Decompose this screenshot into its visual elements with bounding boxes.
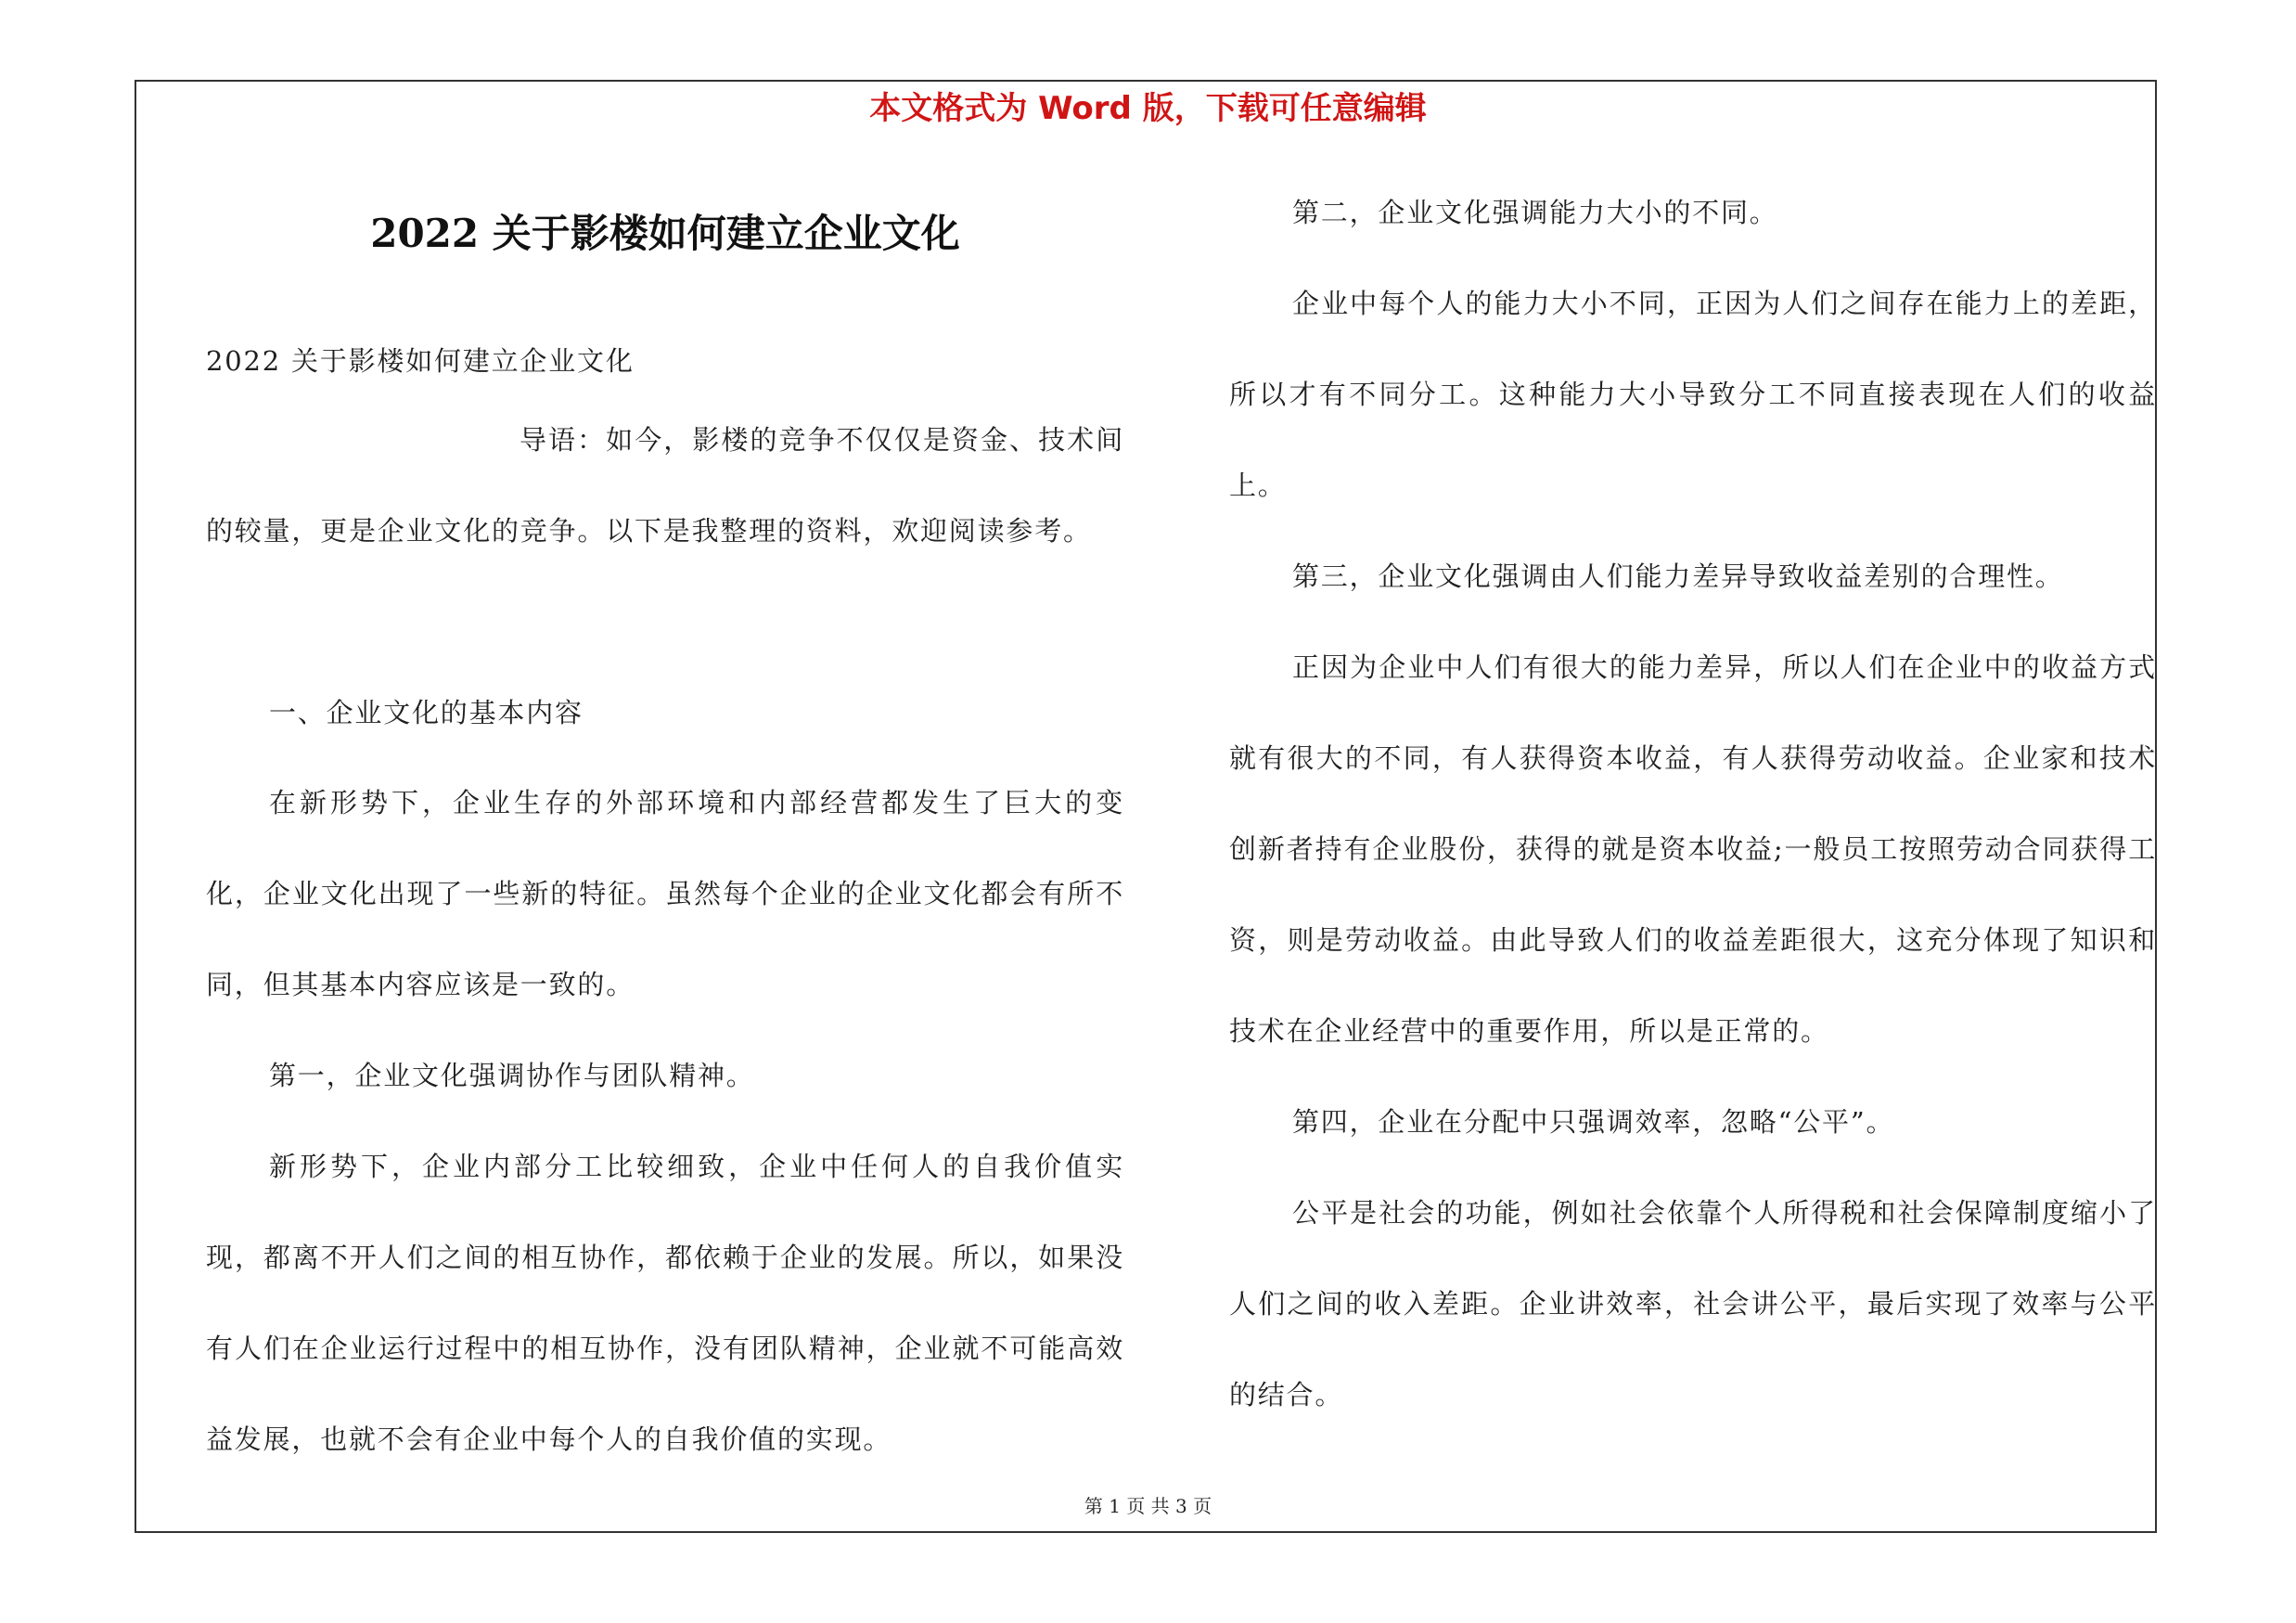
format-banner: 本文格式为 Word 版，下载可任意编辑 <box>869 90 1427 127</box>
point-four-paragraph: 公平是社会的功能，例如社会依靠个人所得税和社会保障制度缩小了人们之间的收入差距。企业讲效率，社会讲公平，最后实现了效率与公平的结合。 <box>1229 1197 2157 1410</box>
point-one-paragraph: 新形势下，企业内部分工比较细致，企业中任何人的自我价值实现，都离不开人们之间的相互协作，都依赖于企业的发展。所以，如果没有人们在企业运行过程中的相互协作，没有团队精神，企业就不可能高效益发展，也就不会有企业中每个人的自我价值的实现。 <box>206 1151 1124 1455</box>
point-four-heading: 第四，企业在分配中只强调效率，忽略“公平”。 <box>1292 1106 1895 1138</box>
page-number: 第 1 页 共 3 页 <box>1084 1495 1212 1517</box>
point-one-heading: 第一，企业文化强调协作与团队精神。 <box>269 1060 755 1091</box>
point-two-heading: 第二，企业文化强调能力大小的不同。 <box>1292 197 1778 228</box>
paragraph-overview: 在新形势下，企业生存的外部环境和内部经营都发生了巨大的变化，企业文化出现了一些新的特征。虽然每个企业的企业文化都会有所不同，但其基本内容应该是一致的。 <box>206 787 1124 1000</box>
document-title: 2022 关于影楼如何建立企业文化 <box>370 211 960 256</box>
section-heading: 一、企业文化的基本内容 <box>269 697 584 728</box>
subtitle-line: 2022 关于影楼如何建立企业文化 <box>206 345 635 377</box>
point-three-paragraph: 正因为企业中人们有很大的能力差异，所以人们在企业中的收益方式就有很大的不同，有人获得资本收益，有人获得劳动收益。企业家和技术创新者持有企业股份，获得的就是资本收益;一般员工按照劳动合同获得工资，则是劳动收益。由此导致人们的收益差距很大，这充分体现了知识和技术在企业经营中的重要作用，所以是正常的。 <box>1229 651 2157 1047</box>
point-two-paragraph: 企业中每个人的能力大小不同，正因为人们之间存在能力上的差距，所以才有不同分工。这种能力大小导致分工不同直接表现在人们的收益上。 <box>1229 288 2157 501</box>
point-three-heading: 第三，企业文化强调由人们能力差异导致收益差别的合理性。 <box>1292 560 2064 592</box>
intro-paragraph: 导语：如今，影楼的竞争不仅仅是资金、技术间的较量，更是企业文化的竞争。以下是我整理的资料，欢迎阅读参考。 <box>206 424 1124 547</box>
